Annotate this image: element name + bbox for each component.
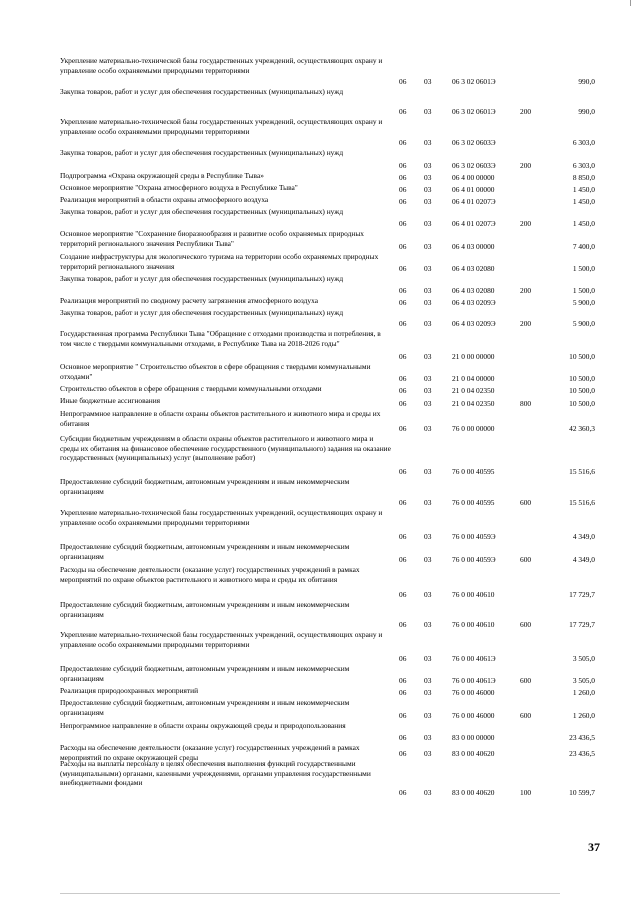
expense-name: Реализация природоохранных мероприятий bbox=[60, 686, 199, 695]
expense-name: Закупка товаров, работ и услуг для обеспечения государственных (муниципальных) нужд bbox=[60, 87, 344, 96]
section-code: 06 bbox=[399, 498, 407, 508]
expense-name: Укрепление материально-технической базы государственных учреждений, осуществляющих охрану и управление особо охраняемыми природными территориями bbox=[60, 56, 383, 75]
section-code: 06 bbox=[399, 77, 407, 87]
target-article-code: 06 3 02 0601Э bbox=[452, 77, 496, 87]
amount: 10 500,0 bbox=[569, 374, 595, 384]
table-row bbox=[0, 477, 639, 508]
section-code: 06 bbox=[399, 590, 407, 600]
target-article-code: 83 0 00 40620 bbox=[452, 749, 495, 759]
expense-name: Закупка товаров, работ и услуг для обеспечения государственных (муниципальных) нужд bbox=[60, 207, 344, 216]
subsection-code: 03 bbox=[424, 352, 432, 362]
target-article-code: 06 4 00 00000 bbox=[452, 173, 495, 183]
subsection-code: 03 bbox=[424, 555, 432, 565]
table-row bbox=[0, 434, 639, 477]
amount: 6 303,0 bbox=[572, 138, 595, 148]
expense-name: Закупка товаров, работ и услуг для обеспечения государственных (муниципальных) нужд bbox=[60, 274, 344, 283]
expense-name: Расходы на выплаты персоналу в целях обеспечения выполнения функций государственными (муниципальными) органами, казенными учреждениями, органами управления государственными внебюджетными фондами bbox=[60, 759, 371, 788]
table-row bbox=[0, 362, 639, 384]
expense-name: Основное мероприятие " Строительство объектов в сфере обращения с твердыми коммунальными отходами" bbox=[60, 362, 371, 381]
target-article-code: 06 3 02 0603Э bbox=[452, 138, 496, 148]
table-row bbox=[0, 508, 639, 542]
expense-type-code: 800 bbox=[520, 399, 532, 409]
amount: 990,0 bbox=[578, 107, 595, 117]
section-code: 06 bbox=[399, 688, 407, 698]
target-article-code: 76 0 00 40610 bbox=[452, 620, 495, 630]
target-article-code: 21 0 04 02350 bbox=[452, 386, 495, 396]
table-row bbox=[0, 229, 639, 252]
target-article-code: 06 3 02 0601Э bbox=[452, 107, 496, 117]
amount: 17 729,7 bbox=[569, 620, 595, 630]
expense-name: Расходы на обеспечение деятельности (оказание услуг) государственных учреждений в рамках мероприятий по охране окружающей среды bbox=[60, 743, 360, 762]
section-code: 06 bbox=[399, 242, 407, 252]
subsection-code: 03 bbox=[424, 386, 432, 396]
target-article-code: 06 4 01 0207Э bbox=[452, 219, 496, 229]
subsection-code: 03 bbox=[424, 688, 432, 698]
section-code: 06 bbox=[399, 352, 407, 362]
target-article-code: 76 0 00 46000 bbox=[452, 711, 495, 721]
expense-type-code: 600 bbox=[520, 711, 532, 721]
expense-name: Предоставление субсидий бюджетным, автономным учреждениям и иным некоммерческим организациям bbox=[60, 600, 350, 619]
bottom-rule bbox=[60, 893, 560, 894]
amount: 6 303,0 bbox=[572, 161, 595, 171]
expense-name: Предоставление субсидий бюджетным, автономным учреждениям и иным некоммерческим организациям bbox=[60, 477, 350, 496]
target-article-code: 76 0 00 40595 bbox=[452, 467, 495, 477]
scan-corner-mark bbox=[630, 0, 631, 6]
amount: 4 349,0 bbox=[572, 555, 595, 565]
section-code: 06 bbox=[399, 219, 407, 229]
amount: 1 500,0 bbox=[572, 286, 595, 296]
expense-name: Субсидии бюджетным учреждениям в области охраны объектов растительного и животного мира и среды их обитания на финансовое обеспечение государственного (муниципального) задания на оказание государственных (муниципальных) услуг (выполнение работ) bbox=[60, 434, 391, 463]
amount: 1 450,0 bbox=[572, 219, 595, 229]
target-article-code: 76 0 00 40595 bbox=[452, 498, 495, 508]
subsection-code: 03 bbox=[424, 219, 432, 229]
amount: 10 500,0 bbox=[569, 352, 595, 362]
subsection-code: 03 bbox=[424, 498, 432, 508]
amount: 7 400,0 bbox=[572, 242, 595, 252]
subsection-code: 03 bbox=[424, 138, 432, 148]
table-row bbox=[0, 664, 639, 686]
target-article-code: 76 0 00 00000 bbox=[452, 424, 495, 434]
expense-name: Основное мероприятие "Сохранение биоразнообразия и развитие особо охраняемых природных территорий регионального значения Республики Тыва" bbox=[60, 229, 364, 248]
target-article-code: 06 4 03 02080 bbox=[452, 286, 495, 296]
section-code: 06 bbox=[399, 173, 407, 183]
subsection-code: 03 bbox=[424, 173, 432, 183]
table-row bbox=[0, 56, 639, 87]
amount: 990,0 bbox=[578, 77, 595, 87]
amount: 1 260,0 bbox=[572, 688, 595, 698]
section-code: 06 bbox=[399, 319, 407, 329]
expense-name: Реализация мероприятий по сводному расчету загрязнения атмосферного воздуха bbox=[60, 296, 318, 305]
section-code: 06 bbox=[399, 424, 407, 434]
section-code: 06 bbox=[399, 788, 407, 798]
amount: 3 505,0 bbox=[572, 654, 595, 664]
section-code: 06 bbox=[399, 467, 407, 477]
subsection-code: 03 bbox=[424, 620, 432, 630]
section-code: 06 bbox=[399, 386, 407, 396]
subsection-code: 03 bbox=[424, 399, 432, 409]
subsection-code: 03 bbox=[424, 298, 432, 308]
amount: 4 349,0 bbox=[572, 532, 595, 542]
subsection-code: 03 bbox=[424, 654, 432, 664]
expense-name: Строительство объектов в сфере обращения с твердыми коммунальными отходами bbox=[60, 384, 322, 393]
target-article-code: 83 0 00 00000 bbox=[452, 733, 495, 743]
expense-type-code: 200 bbox=[520, 219, 532, 229]
expense-name: Основное мероприятие "Охрана атмосферного воздуха в Республике Тыва" bbox=[60, 183, 298, 192]
expense-name: Реализация мероприятий в области охраны атмосферного воздуха bbox=[60, 195, 269, 204]
amount: 5 900,0 bbox=[572, 319, 595, 329]
table-row bbox=[0, 721, 639, 743]
table-row bbox=[0, 274, 639, 296]
amount: 10 500,0 bbox=[569, 399, 595, 409]
section-code: 06 bbox=[399, 107, 407, 117]
expense-name: Государственная программа Республики Тыва "Обращение с отходами производства и потребления, в том числе с твердыми коммунальными отходами, в Республике Тыва на 2018-2026 годы" bbox=[60, 329, 381, 348]
target-article-code: 06 4 01 0207Э bbox=[452, 197, 496, 207]
amount: 1 500,0 bbox=[572, 264, 595, 274]
subsection-code: 03 bbox=[424, 424, 432, 434]
expense-type-code: 600 bbox=[520, 620, 532, 630]
amount: 5 900,0 bbox=[572, 298, 595, 308]
section-code: 06 bbox=[399, 374, 407, 384]
subsection-code: 03 bbox=[424, 242, 432, 252]
amount: 8 850,0 bbox=[572, 173, 595, 183]
table-row bbox=[0, 686, 639, 698]
table-row bbox=[0, 759, 639, 798]
expense-name: Иные бюджетные ассигнования bbox=[60, 396, 161, 405]
target-article-code: 76 0 00 46000 bbox=[452, 688, 495, 698]
section-code: 06 bbox=[399, 264, 407, 274]
budget-table bbox=[0, 56, 639, 798]
subsection-code: 03 bbox=[424, 319, 432, 329]
amount: 15 516,6 bbox=[569, 467, 595, 477]
expense-name: Закупка товаров, работ и услуг для обеспечения государственных (муниципальных) нужд bbox=[60, 148, 344, 157]
target-article-code: 76 0 00 4061Э bbox=[452, 676, 496, 686]
section-code: 06 bbox=[399, 185, 407, 195]
table-row bbox=[0, 329, 639, 362]
amount: 1 450,0 bbox=[572, 197, 595, 207]
table-row bbox=[0, 396, 639, 409]
table-row bbox=[0, 148, 639, 171]
expense-name: Предоставление субсидий бюджетным, автономным учреждениям и иным некоммерческим организациям bbox=[60, 664, 350, 683]
section-code: 06 bbox=[399, 286, 407, 296]
table-row bbox=[0, 296, 639, 308]
target-article-code: 06 4 03 02080 bbox=[452, 264, 495, 274]
subsection-code: 03 bbox=[424, 711, 432, 721]
amount: 3 505,0 bbox=[572, 676, 595, 686]
expense-name: Непрограммное направление в области охраны объектов растительного и животного мира и среды их обитания bbox=[60, 409, 381, 428]
table-row bbox=[0, 630, 639, 664]
target-article-code: 21 0 04 02350 bbox=[452, 399, 495, 409]
subsection-code: 03 bbox=[424, 733, 432, 743]
amount: 1 260,0 bbox=[572, 711, 595, 721]
subsection-code: 03 bbox=[424, 161, 432, 171]
amount: 10 599,7 bbox=[569, 788, 595, 798]
target-article-code: 76 0 00 4059Э bbox=[452, 555, 496, 565]
table-row bbox=[0, 252, 639, 274]
expense-name: Предоставление субсидий бюджетным, автономным учреждениям и иным некоммерческим организациям bbox=[60, 542, 350, 561]
expense-name: Закупка товаров, работ и услуг для обеспечения государственных (муниципальных) нужд bbox=[60, 308, 344, 317]
amount: 17 729,7 bbox=[569, 590, 595, 600]
target-article-code: 76 0 00 40610 bbox=[452, 590, 495, 600]
table-row bbox=[0, 195, 639, 207]
target-article-code: 21 0 00 00000 bbox=[452, 352, 495, 362]
expense-type-code: 600 bbox=[520, 555, 532, 565]
subsection-code: 03 bbox=[424, 77, 432, 87]
section-code: 06 bbox=[399, 399, 407, 409]
subsection-code: 03 bbox=[424, 532, 432, 542]
subsection-code: 03 bbox=[424, 264, 432, 274]
table-row bbox=[0, 87, 639, 117]
subsection-code: 03 bbox=[424, 197, 432, 207]
target-article-code: 06 3 02 0603Э bbox=[452, 161, 496, 171]
section-code: 06 bbox=[399, 197, 407, 207]
amount: 15 516,6 bbox=[569, 498, 595, 508]
table-row bbox=[0, 409, 639, 434]
table-row bbox=[0, 171, 639, 183]
amount: 10 500,0 bbox=[569, 386, 595, 396]
section-code: 06 bbox=[399, 676, 407, 686]
section-code: 06 bbox=[399, 532, 407, 542]
amount: 42 360,3 bbox=[569, 424, 595, 434]
expense-name: Укрепление материально-технической базы государственных учреждений, осуществляющих охрану и управление особо охраняемыми природными территориями bbox=[60, 630, 383, 649]
target-article-code: 83 0 00 40620 bbox=[452, 788, 495, 798]
section-code: 06 bbox=[399, 555, 407, 565]
expense-type-code: 600 bbox=[520, 498, 532, 508]
target-article-code: 06 4 01 00000 bbox=[452, 185, 495, 195]
amount: 1 450,0 bbox=[572, 185, 595, 195]
subsection-code: 03 bbox=[424, 590, 432, 600]
section-code: 06 bbox=[399, 733, 407, 743]
expense-name: Создание инфраструктуры для экологического туризма на территории особо охраняемых природных территорий регионального значения bbox=[60, 252, 379, 271]
table-row bbox=[0, 542, 639, 565]
table-row bbox=[0, 384, 639, 396]
table-row bbox=[0, 183, 639, 195]
expense-name: Непрограммное направление в области охраны окружающей среды и природопользования bbox=[60, 721, 346, 730]
target-article-code: 06 4 03 0209Э bbox=[452, 319, 496, 329]
subsection-code: 03 bbox=[424, 676, 432, 686]
section-code: 06 bbox=[399, 654, 407, 664]
expense-name: Укрепление материально-технической базы государственных учреждений, осуществляющих охрану и управление особо охраняемыми природными территориями bbox=[60, 508, 383, 527]
expense-type-code: 200 bbox=[520, 161, 532, 171]
target-article-code: 06 4 03 0209Э bbox=[452, 298, 496, 308]
target-article-code: 76 0 00 4059Э bbox=[452, 532, 496, 542]
expense-type-code: 200 bbox=[520, 107, 532, 117]
expense-name: Расходы на обеспечение деятельности (оказание услуг) государственных учреждений в рамках мероприятий по охране объектов растительного и животного мира и среды их обитания bbox=[60, 565, 360, 584]
expense-name: Укрепление материально-технической базы государственных учреждений, осуществляющих охрану и управление особо охраняемыми природными территориями bbox=[60, 117, 383, 136]
section-code: 06 bbox=[399, 620, 407, 630]
section-code: 06 bbox=[399, 161, 407, 171]
target-article-code: 76 0 00 4061Э bbox=[452, 654, 496, 664]
subsection-code: 03 bbox=[424, 185, 432, 195]
subsection-code: 03 bbox=[424, 788, 432, 798]
expense-type-code: 100 bbox=[520, 788, 532, 798]
expense-type-code: 600 bbox=[520, 676, 532, 686]
expense-name: Предоставление субсидий бюджетным, автономным учреждениям и иным некоммерческим организациям bbox=[60, 698, 350, 717]
table-row bbox=[0, 565, 639, 600]
subsection-code: 03 bbox=[424, 749, 432, 759]
table-row bbox=[0, 743, 639, 762]
table-row bbox=[0, 207, 639, 229]
expense-type-code: 200 bbox=[520, 319, 532, 329]
table-row bbox=[0, 698, 639, 721]
subsection-code: 03 bbox=[424, 374, 432, 384]
expense-type-code: 200 bbox=[520, 286, 532, 296]
section-code: 06 bbox=[399, 138, 407, 148]
page-number: 37 bbox=[588, 840, 600, 854]
subsection-code: 03 bbox=[424, 107, 432, 117]
subsection-code: 03 bbox=[424, 286, 432, 296]
table-row bbox=[0, 308, 639, 329]
table-row bbox=[0, 600, 639, 630]
subsection-code: 03 bbox=[424, 467, 432, 477]
target-article-code: 21 0 04 00000 bbox=[452, 374, 495, 384]
section-code: 06 bbox=[399, 749, 407, 759]
section-code: 06 bbox=[399, 298, 407, 308]
amount: 23 436,5 bbox=[569, 749, 595, 759]
expense-name: Подпрограмма «Охрана окружающей среды в Республике Тыва» bbox=[60, 171, 264, 180]
table-row bbox=[0, 117, 639, 148]
section-code: 06 bbox=[399, 711, 407, 721]
target-article-code: 06 4 03 00000 bbox=[452, 242, 495, 252]
amount: 23 436,5 bbox=[569, 733, 595, 743]
